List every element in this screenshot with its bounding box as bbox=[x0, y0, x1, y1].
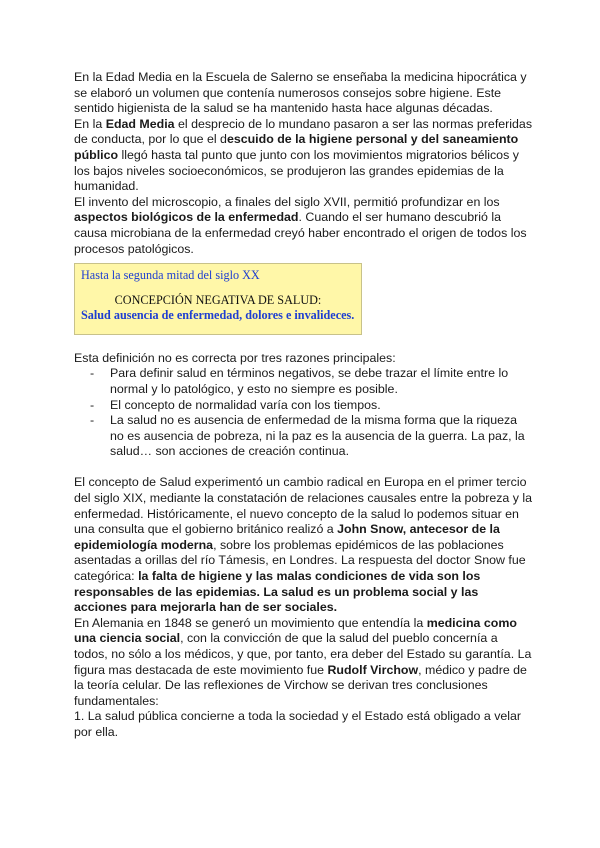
spacer bbox=[74, 335, 534, 351]
paragraph-conclusion-1: 1. La salud pública concierne a toda la sociedad y el Estado está obligado a velar por ella. bbox=[74, 709, 522, 739]
paragraph-intro: Esta definición no es correcta por tres razones principales: bbox=[74, 350, 396, 365]
paragraph-alemania bbox=[74, 616, 534, 710]
list-item bbox=[90, 413, 534, 460]
box-heading: CONCEPCIÓN NEGATIVA DE SALUD: bbox=[114, 293, 322, 308]
paragraph-microscopio bbox=[74, 195, 534, 257]
bold-run: medicina como una ciencia social bbox=[74, 615, 517, 646]
list-item-text: El concepto de normalidad varía con los tiempos. bbox=[110, 397, 381, 412]
text-run: , médico y padre de la teoría celular. De las reflexiones de Virchow se derivan tres conclusiones fundamentales: bbox=[74, 662, 527, 708]
bold-run: Rudolf Virchow bbox=[327, 662, 419, 677]
text-run: el desprecio de lo mundano pasaron a ser las normas preferidas de conducta, por lo que el d bbox=[74, 116, 533, 147]
box-subtitle: Hasta la segunda mitad del siglo XX bbox=[81, 268, 260, 283]
paragraph-salerno: En la Edad Media en la Escuela de Salerno se enseñaba la medicina hipocrática y se elaboró un volumen que contenía numerosos consejos sobre higiene. Este sentido higienista de la salud se ha mantenido hasta hace algunas décadas. bbox=[74, 70, 527, 116]
list-item bbox=[90, 366, 534, 397]
paragraph-john-snow bbox=[74, 475, 534, 615]
dash-bullet: - bbox=[90, 413, 95, 428]
bold-run: Edad Media bbox=[105, 116, 175, 131]
list-item-text: Para definir salud en términos negativos, se debe trazar el límite entre lo normal y lo patológico, y esto no siempre es posible. bbox=[110, 366, 509, 396]
dash-bullet: - bbox=[90, 397, 95, 412]
text-run: . Cuando el ser humano descubrió la causa microbiana de la enfermedad creyó haber encontrado el origen de todos los procesos patológicos. bbox=[74, 210, 527, 256]
text-run: llegó hasta tal punto que junto con los movimientos migratorios bélicos y los bajos niveles socioeconómicos, se produjeron las grandes epidemias de la humanidad. bbox=[74, 147, 519, 194]
bold-run: John Snow, antecesor de la epidemiología moderna bbox=[74, 522, 500, 552]
list-item bbox=[90, 398, 534, 414]
text-run: , sobre los problemas epidémicos de las poblaciones asentadas a orillas del río Támesis, en Londres. La respuesta del doctor Snow fue categórica: bbox=[74, 537, 526, 584]
text-run: , con la convicción de que la salud del pueblo concernía a todos, no sólo a los médicos, y que, por tanto, era deber del Estado su garantía. La figura mas destacada de este movimiento fue bbox=[74, 631, 532, 677]
reasons-list bbox=[74, 366, 534, 460]
list-item-text: La salud no es ausencia de enfermedad de la misma forma que la riqueza no es ausencia de pobreza, ni la paz es la ausencia de la guerra. La paz, la salud… son acciones de creación continua. bbox=[110, 413, 525, 459]
text-run: El concepto de Salud experimentó un cambio radical en Europa en el primer tercio del siglo XIX, mediante la constatación de relaciones causales entre la pobreza y la enfermedad. Históricamente, el nuevo concepto de la salud lo podemos situar en una consulta que el gobierno británico realizó a bbox=[74, 475, 533, 537]
bold-run: aspectos biológicos de la enfermedad bbox=[74, 210, 299, 225]
paragraph-edad-media bbox=[74, 117, 534, 195]
text-run: En la bbox=[74, 116, 106, 131]
bold-run: la falta de higiene y las malas condiciones de vida son los responsables de las epidemias. La salud es un problema social y las acciones para mejorarla han de ser sociales. bbox=[74, 569, 481, 615]
text-run: El invento del microscopio, a finales del siglo XVII, permitió profundizar en los bbox=[74, 194, 500, 209]
dash-bullet: - bbox=[90, 366, 95, 381]
text-run: En Alemania en 1848 se generó un movimiento que entendía la bbox=[74, 615, 427, 630]
spacer bbox=[74, 460, 534, 476]
document-page bbox=[74, 70, 534, 741]
highlight-box bbox=[74, 263, 362, 335]
bold-run: escuido de la higiene personal y del saneamiento público bbox=[74, 132, 519, 162]
box-definition: Salud ausencia de enfermedad, dolores e invalideces. bbox=[81, 308, 355, 323]
